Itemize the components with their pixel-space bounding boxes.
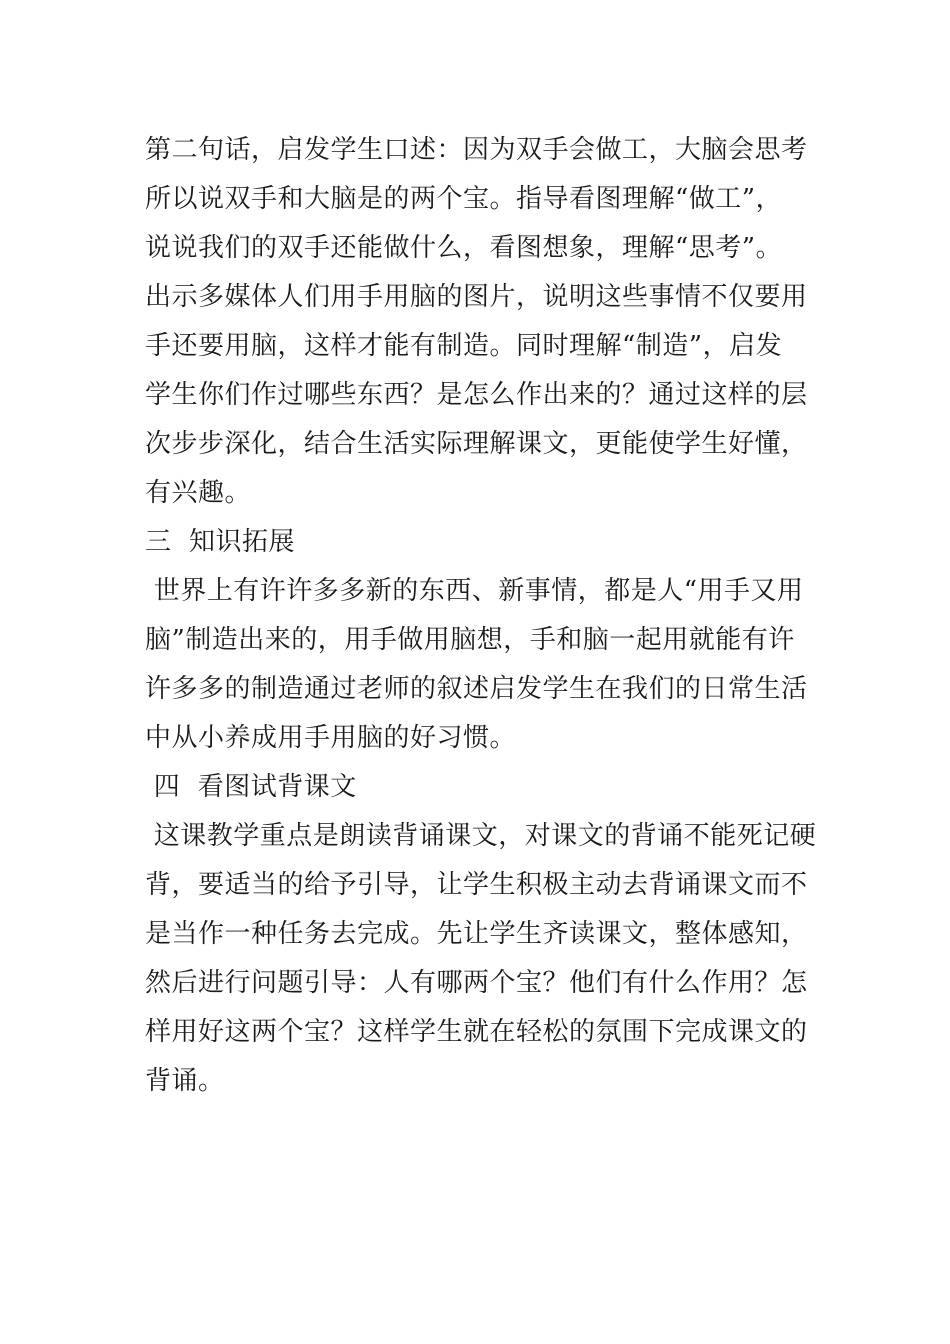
text-line: 说说我们的双手还能做什么，看图想象，理解“思考”。	[145, 233, 783, 263]
paragraph-knowledge-expansion	[145, 567, 815, 763]
section-heading: 四 看图试背课文	[145, 772, 357, 802]
text-line: 是当作一种任务去完成。先让学生齐读课文，整体感知，	[145, 919, 808, 949]
text-line: 这课教学重点是朗读背诵课文，对课文的背诵不能死记硬	[145, 821, 817, 851]
text-line: 背，要适当的给予引导，让学生积极主动去背诵课文而不	[145, 870, 808, 900]
text-line: 所以说双手和大脑是的两个宝。指导看图理解“做工”，	[145, 184, 783, 214]
text-line: 第二句话，启发学生口述：因为双手会做工，大脑会思考	[145, 135, 808, 165]
text-line: 有兴趣。	[145, 478, 252, 508]
section-heading-knowledge-expansion	[145, 518, 815, 567]
text-line: 中从小养成用手用脑的好习惯。	[145, 723, 517, 753]
section-heading: 三 知识拓展	[145, 527, 296, 557]
paragraph-second-sentence	[145, 126, 815, 518]
text-line: 样用好这两个宝？这样学生就在轻松的氛围下完成课文的	[145, 1017, 808, 1047]
text-line: 次步步深化，结合生活实际理解课文，更能使学生好懂，	[145, 429, 808, 459]
text-line: 世界上有许许多多新的东西、新事情，都是人“用手又用	[145, 576, 804, 606]
text-line: 手还要用脑，这样才能有制造。同时理解“制造”，启发	[145, 331, 783, 361]
paragraph-recite-with-pictures	[145, 812, 815, 1106]
text-line: 学生你们作过哪些东西？是怎么作出来的？通过这样的层	[145, 380, 808, 410]
text-line: 然后进行问题引导：人有哪两个宝？他们有什么作用？怎	[145, 968, 808, 998]
text-line: 许多多的制造通过老师的叙述启发学生在我们的日常生活	[145, 674, 808, 704]
text-line: 出示多媒体人们用手用脑的图片，说明这些事情不仅要用	[145, 282, 808, 312]
section-heading-recite-with-pictures	[145, 763, 815, 812]
text-line: 背诵。	[145, 1066, 225, 1096]
text-line: 脑”制造出来的，用手做用脑想，手和脑一起用就能有许	[145, 625, 795, 655]
document-body	[145, 126, 815, 1106]
